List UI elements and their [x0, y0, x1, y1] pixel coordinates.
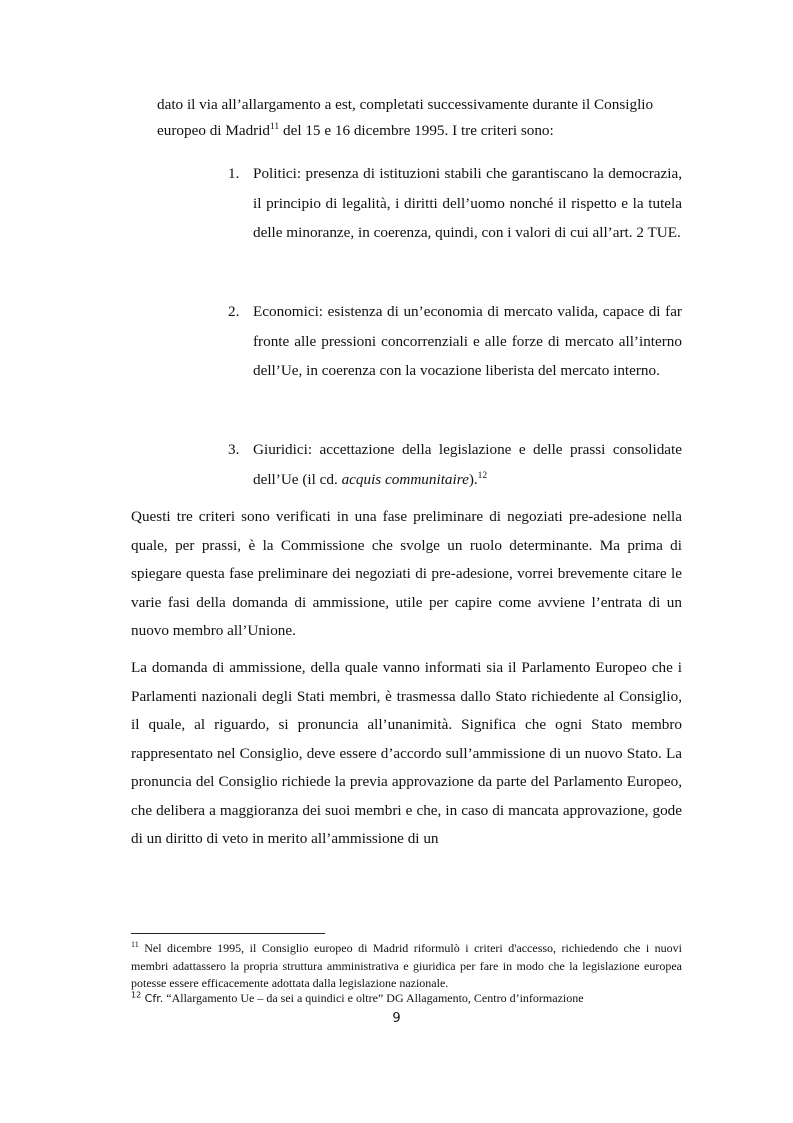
footnote-11: [131, 940, 682, 993]
lead-paragraph: [157, 92, 682, 144]
footnote-text: “Allargamento Ue – da sei a quindici e oltre” DG Allagamento, Centro d’informazione: [163, 991, 584, 1005]
criterion-item-1: [228, 159, 682, 248]
list-number: 1.: [228, 165, 240, 182]
footnote-number: 11: [131, 940, 139, 949]
footnote-prefix: Cfr.: [141, 992, 164, 1005]
lead-text: dato il via all’allargamento a est, completati successivamente durante il Consiglio europeo di Madrid: [157, 96, 654, 139]
footnote-divider: [131, 933, 325, 934]
list-number: 3.: [228, 441, 240, 458]
footnote-12: [131, 990, 682, 1008]
lead-text-end: del 15 e 16 dicembre 1995. I tre criteri sono:: [279, 122, 554, 139]
criterion-item-3: [228, 435, 682, 494]
footnote-text: Nel dicembre 1995, il Consiglio europeo di Madrid riformulò i criteri d'accesso, richiedendo che i nuovi membri adattassero la propria struttura amministrativa e giuridica per fare in modo che la legislazione europea potesse essere efficacemente adottata dalla legislazione nazionale.: [131, 941, 682, 990]
criterion-text-start: Giuridici: accettazione della legislazione e delle prassi consolidate dell’Ue (il cd.: [253, 441, 682, 488]
acquis-term: acquis communitaire: [341, 470, 469, 488]
criterion-text: [253, 435, 682, 494]
criterion-text: Economici: esistenza di un’economia di mercato valida, capace di far fronte alle pressioni concorrenziali e alle forze di mercato all’interno dell’Ue, in coerenza con la vocazione liberista del mercato interno.: [253, 303, 682, 379]
body-paragraph-1: Questi tre criteri sono verificati in una fase preliminare di negoziati pre-adesione nella quale, per prassi, è la Commissione che svolge un ruolo determinante. Ma prima di spiegare questa fase preliminare dei negoziati di pre-adesione, vorrei brevemente citare le varie fasi della domanda di ammissione, utile per capire come avviene l’entrata di un nuovo membro all’Unione.: [131, 508, 682, 639]
body-paragraph-2: La domanda di ammissione, della quale vanno informati sia il Parlamento Europeo che i Parlamenti nazionali degli Stati membri, è trasmessa dallo Stato richiedente al Consiglio, il quale, al riguardo, si pronuncia all’unanimità. Significa che ogni Stato membro rappresentato nel Consiglio, deve essere d’accordo sull’ammissione di un nuovo Stato. La pronuncia del Consiglio richiede la previa approvazione da parte del Parlamento Europeo, che delibera a maggioranza dei suoi membri e che, in caso di mancata approvazione, gode di un diritto di veto in merito all’ammissione di un: [131, 659, 682, 847]
criterion-text-end: ).: [468, 470, 478, 488]
criterion-text: Politici: presenza di istituzioni stabili che garantiscano la democrazia, il principio di legalità, i diritti dell’uomo nonché il rispetto e la tutela delle minoranze, in coerenza, quindi, con i valori di cui all’art. 2 TUE.: [253, 165, 682, 241]
page-number: 9: [392, 1011, 401, 1026]
footnote-number: 12: [131, 990, 142, 1000]
footnote-ref-12[interactable]: 12: [477, 470, 488, 481]
criterion-item-2: [228, 297, 682, 386]
list-number: 2.: [228, 303, 240, 320]
footnote-ref-11[interactable]: 11: [270, 121, 280, 132]
